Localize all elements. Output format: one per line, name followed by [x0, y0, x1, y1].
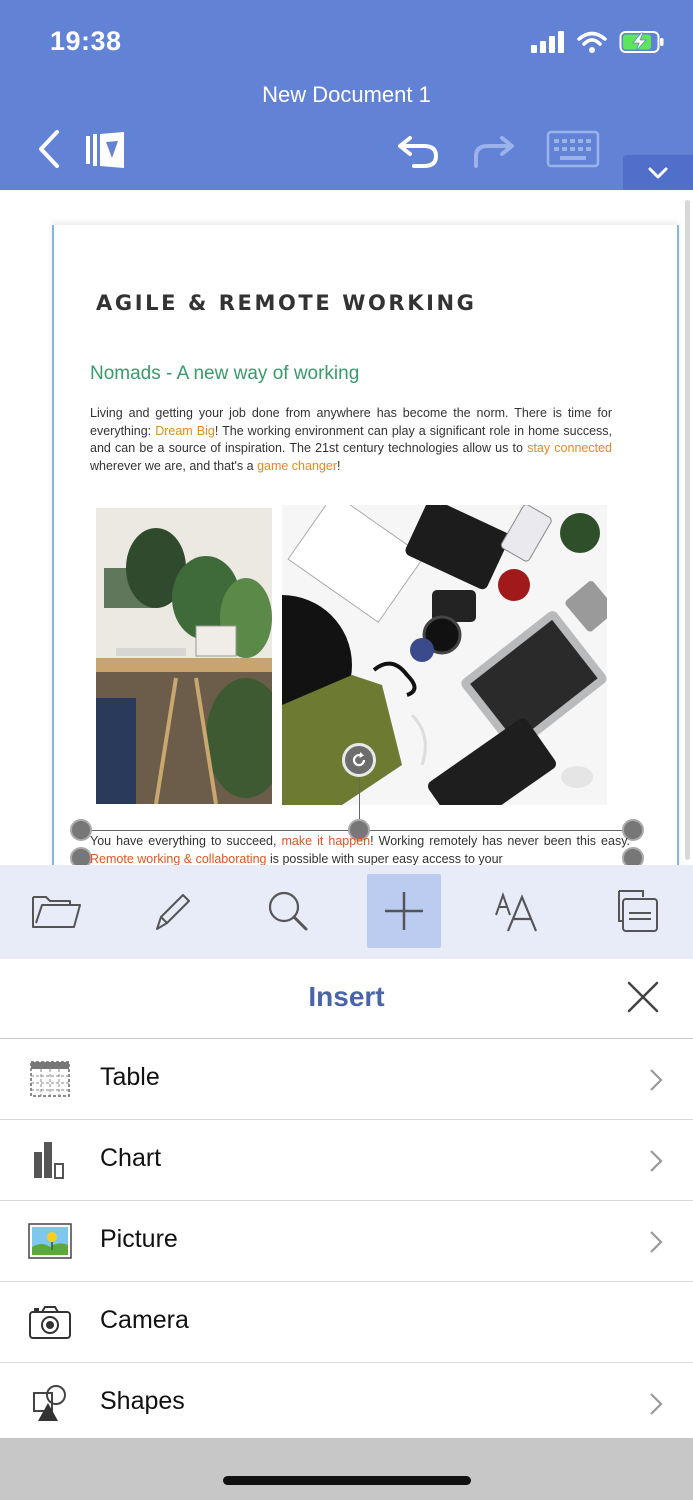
battery-charging-icon	[619, 30, 665, 54]
plus-icon	[381, 888, 427, 934]
shapes-icon	[30, 1383, 70, 1423]
document-subheading[interactable]: Nomads - A new way of working	[90, 363, 360, 384]
insert-item-label: Camera	[100, 1306, 189, 1334]
undo-icon[interactable]	[396, 130, 440, 170]
close-icon[interactable]	[623, 977, 663, 1017]
font-size-icon	[494, 889, 544, 933]
format-button[interactable]	[482, 874, 556, 948]
insert-item-label: Picture	[100, 1225, 178, 1253]
resize-handle-top-left[interactable]	[70, 819, 92, 841]
home-bar-area	[0, 1438, 693, 1500]
status-time: 19:38	[50, 26, 122, 56]
panel-title: Insert	[308, 981, 385, 1012]
chevron-right-icon	[649, 1230, 663, 1254]
rotate-icon	[350, 751, 368, 769]
rotate-handle[interactable]	[342, 743, 376, 777]
status-icons	[531, 30, 665, 54]
pencil-icon	[149, 887, 197, 935]
insert-item-camera[interactable]	[0, 1282, 693, 1363]
document-page[interactable]	[52, 225, 679, 865]
search-button[interactable]	[251, 874, 325, 948]
chevron-down-icon	[647, 166, 669, 180]
document-canvas[interactable]	[0, 190, 693, 865]
wifi-icon	[577, 31, 607, 53]
home-indicator[interactable]	[223, 1476, 471, 1485]
picture-icon	[28, 1223, 72, 1259]
document-paragraph-1[interactable]: Living and getting your job done from anywhere has become the norm. There is time for everything: Dream Big! The working environment can play a significant role in home success, and can be a source of inspiration. The 21st century technologies allow us to stay connected wherever we are, and that's a game changer!	[90, 406, 613, 473]
insert-item-table[interactable]	[0, 1039, 693, 1120]
chevron-right-icon	[649, 1068, 663, 1092]
collapse-toolbar-button[interactable]	[623, 155, 693, 191]
chevron-right-icon	[649, 1149, 663, 1173]
table-icon	[30, 1061, 70, 1097]
insert-panel-header	[0, 959, 693, 1039]
bottom-toolbar	[0, 865, 693, 959]
pages-icon	[609, 887, 661, 935]
insert-button[interactable]	[367, 874, 441, 948]
camera-icon	[28, 1304, 72, 1340]
document-scrollbar[interactable]	[685, 200, 690, 860]
document-heading[interactable]: AGILE & REMOTE WORKING	[96, 291, 477, 315]
redo-icon[interactable]	[472, 130, 516, 170]
flatlay-photo[interactable]	[282, 505, 607, 805]
app-header	[0, 0, 693, 190]
insert-item-label: Table	[100, 1063, 160, 1091]
insert-item-chart[interactable]	[0, 1120, 693, 1201]
desk-photo[interactable]	[96, 508, 272, 804]
folder-icon	[30, 889, 84, 933]
document-title: New Document 1	[262, 82, 431, 107]
document-paragraph-2[interactable]: You have everything to succeed, make it happen! Working remotely has never been this easy. Remote working & collaborating is possible with super easy access to your	[90, 834, 630, 865]
search-icon	[264, 887, 312, 935]
back-chevron-icon[interactable]	[36, 128, 62, 170]
edit-button[interactable]	[136, 874, 210, 948]
file-button[interactable]	[20, 874, 94, 948]
insert-item-label: Chart	[100, 1144, 162, 1172]
rotate-stem	[359, 777, 360, 819]
chevron-right-icon	[649, 1392, 663, 1416]
bar-chart-icon	[30, 1140, 70, 1180]
library-icon[interactable]	[84, 130, 128, 170]
keyboard-icon[interactable]	[546, 130, 600, 170]
signal-icon	[531, 31, 565, 53]
resize-handle-middle-left[interactable]	[70, 847, 92, 865]
insert-item-picture[interactable]	[0, 1201, 693, 1282]
insert-item-shapes[interactable]	[0, 1363, 693, 1444]
insert-item-label: Shapes	[100, 1387, 185, 1415]
pages-button[interactable]	[598, 874, 672, 948]
